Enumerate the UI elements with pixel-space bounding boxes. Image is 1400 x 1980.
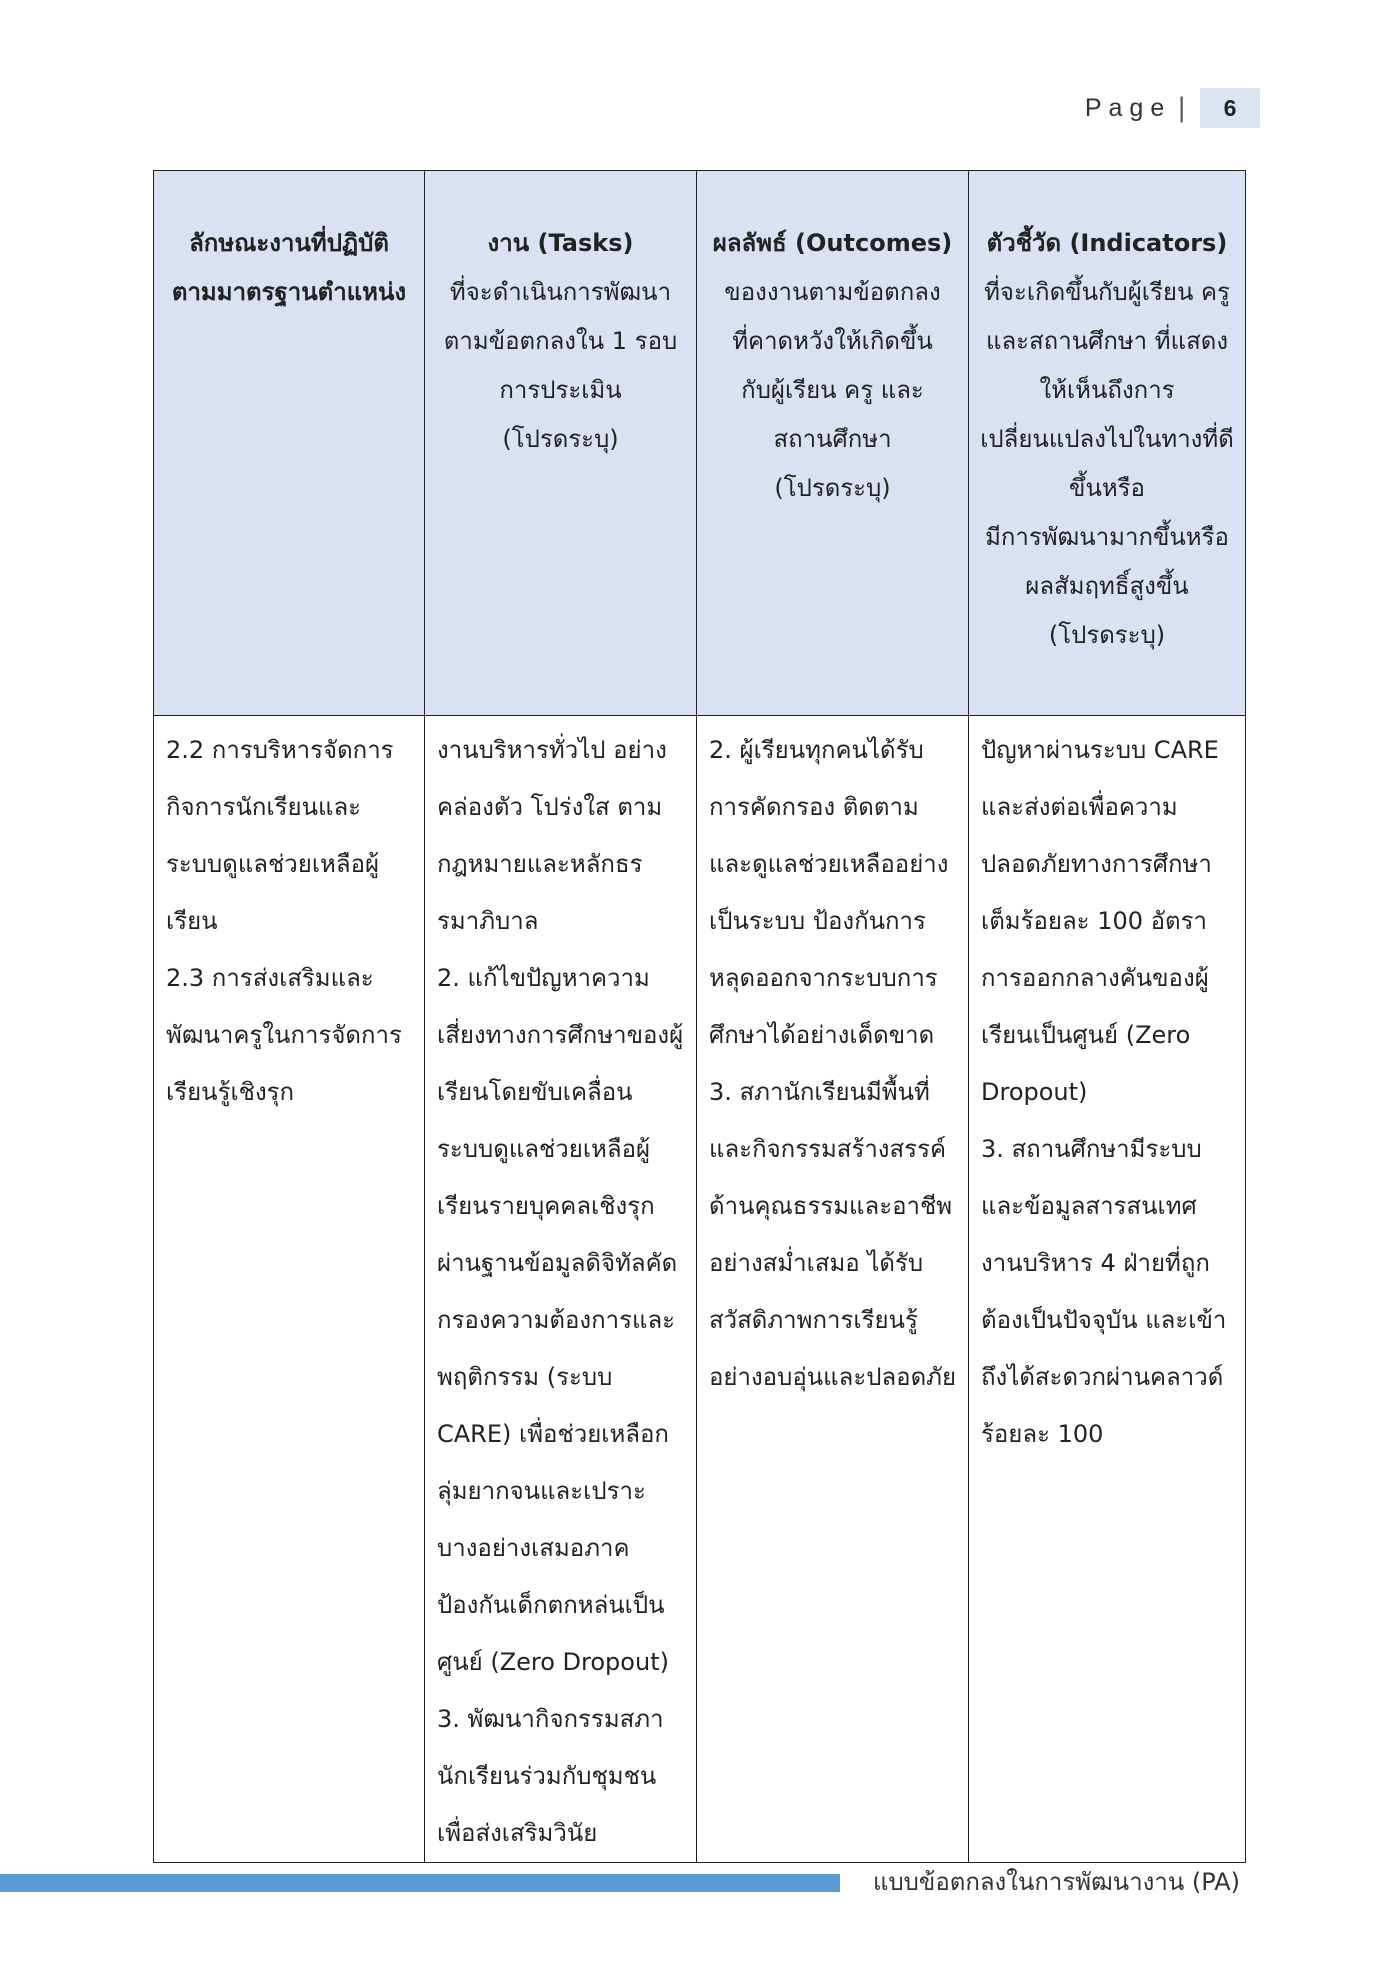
header-cell-outcomes	[697, 171, 969, 716]
header-line: ที่จะเกิดขึ้นกับผู้เรียน ครู	[984, 278, 1230, 306]
page-label: Page	[1084, 93, 1172, 122]
footer-accent-bar	[0, 1874, 840, 1892]
page-separator: |	[1177, 93, 1186, 123]
header-line: ของงานตามข้อตกลง	[724, 278, 941, 306]
cell-paragraph: 2. แก้ไขปัญหาความเสี่ยงทางการศึกษาของผู้เรียนโดยขับเคลื่อนระบบดูแลช่วยเหลือผู้เรียนรายบุคคลเชิงรุก ผ่านฐานข้อมูลดิจิทัลคัดกรองความต้องการและพฤติกรรม (ระบบ CARE) เพื่อช่วยเหลือกลุ่มยากจนและเปราะบางอย่างเสมอภาค ป้องกันเด็กตกหล่นเป็นศูนย์ (Zero Dropout)	[437, 964, 684, 1676]
page-number: 6	[1200, 88, 1260, 128]
header-line: มีการพัฒนามากขึ้นหรือ	[985, 523, 1229, 551]
header-cell-tasks	[425, 171, 697, 716]
header-line: (โปรดระบุ)	[502, 425, 619, 453]
header-line: ผลสัมฤทธิ์สูงขึ้น	[1025, 572, 1189, 600]
table-row	[154, 716, 1246, 1863]
cell-outcomes	[697, 716, 969, 1863]
header-line: ตามข้อตกลงใน 1 รอบ	[443, 327, 678, 355]
header-line: ให้เห็นถึงการ	[1039, 376, 1175, 404]
header-line: งาน (Tasks)	[487, 229, 634, 257]
cell-paragraph: 3. พัฒนากิจกรรมสภานักเรียนร่วมกับชุมชนเพื่อส่งเสริมวินัย	[437, 1705, 664, 1847]
header-line: (โปรดระบุ)	[774, 474, 891, 502]
header-line: และสถานศึกษา ที่แสดง	[985, 327, 1229, 355]
header-line: ตัวชี้วัด (Indicators)	[986, 229, 1228, 257]
header-line: ลักษณะงานที่ปฏิบัติ	[189, 229, 389, 257]
header-line: ที่จะดำเนินการพัฒนา	[449, 278, 672, 306]
header-line: (โปรดระบุ)	[1048, 621, 1166, 649]
pa-agreement-table	[153, 170, 1246, 1863]
header-cell-indicators	[969, 171, 1246, 716]
cell-tasks	[425, 716, 697, 1863]
footer-title: แบบข้อตกลงในการพัฒนางาน (PA)	[872, 1868, 1240, 1896]
header-line: การประเมิน	[499, 376, 622, 404]
cell-paragraph: ปัญหาผ่านระบบ CARE และส่งต่อเพื่อความปลอดภัยทางการศึกษาเต็มร้อยละ 100 อัตราการออกกลางคันของผู้เรียนเป็นศูนย์ (Zero Dropout)	[981, 736, 1219, 1106]
page-header	[1085, 88, 1260, 128]
header-line: สถานศึกษา	[773, 425, 892, 453]
cell-paragraph: 3. สถานศึกษามีระบบและข้อมูลสารสนเทศงานบริหาร 4 ฝ่ายที่ถูกต้องเป็นปัจจุบัน และเข้าถึงได้สะดวกผ่านคลาวด์ร้อยละ 100	[981, 1135, 1227, 1448]
table-header-row	[154, 171, 1246, 716]
cell-paragraph: 3. สภานักเรียนมีพื้นที่และกิจกรรมสร้างสรรค์ด้านคุณธรรมและอาชีพอย่างสม่ำเสมอ ได้รับสวัสดิภาพการเรียนรู้อย่างอบอุ่นและปลอดภัย	[709, 1078, 957, 1391]
header-line: กับผู้เรียน ครู และ	[741, 376, 924, 404]
header-line: ผลลัพธ์ (Outcomes)	[712, 229, 953, 257]
cell-standard	[154, 716, 425, 1863]
header-line: ที่คาดหวังให้เกิดขึ้น	[732, 327, 933, 355]
cell-paragraph: 2.3 การส่งเสริมและพัฒนาครูในการจัดการเรียนรู้เชิงรุก	[166, 964, 402, 1106]
cell-paragraph: งานบริหารทั่วไป อย่างคล่องตัว โปร่งใส ตามกฎหมายและหลักธรรมาภิบาล	[437, 736, 667, 935]
header-line: เปลี่ยนแปลงไปในทางที่ดี	[980, 425, 1234, 453]
cell-indicators	[969, 716, 1246, 1863]
cell-paragraph: 2.2 การบริหารจัดการกิจการนักเรียนและระบบดูแลช่วยเหลือผู้เรียน	[166, 736, 394, 935]
header-cell-standard	[154, 171, 425, 716]
header-line: ขึ้นหรือ	[1069, 474, 1145, 502]
cell-paragraph: 2. ผู้เรียนทุกคนได้รับการคัดกรอง ติดตาม และดูแลช่วยเหลืออย่างเป็นระบบ ป้องกันการหลุดออกจากระบบการศึกษาได้อย่างเด็ดขาด	[709, 736, 949, 1049]
header-line: ตามมาตรฐานตำแหน่ง	[171, 278, 407, 306]
